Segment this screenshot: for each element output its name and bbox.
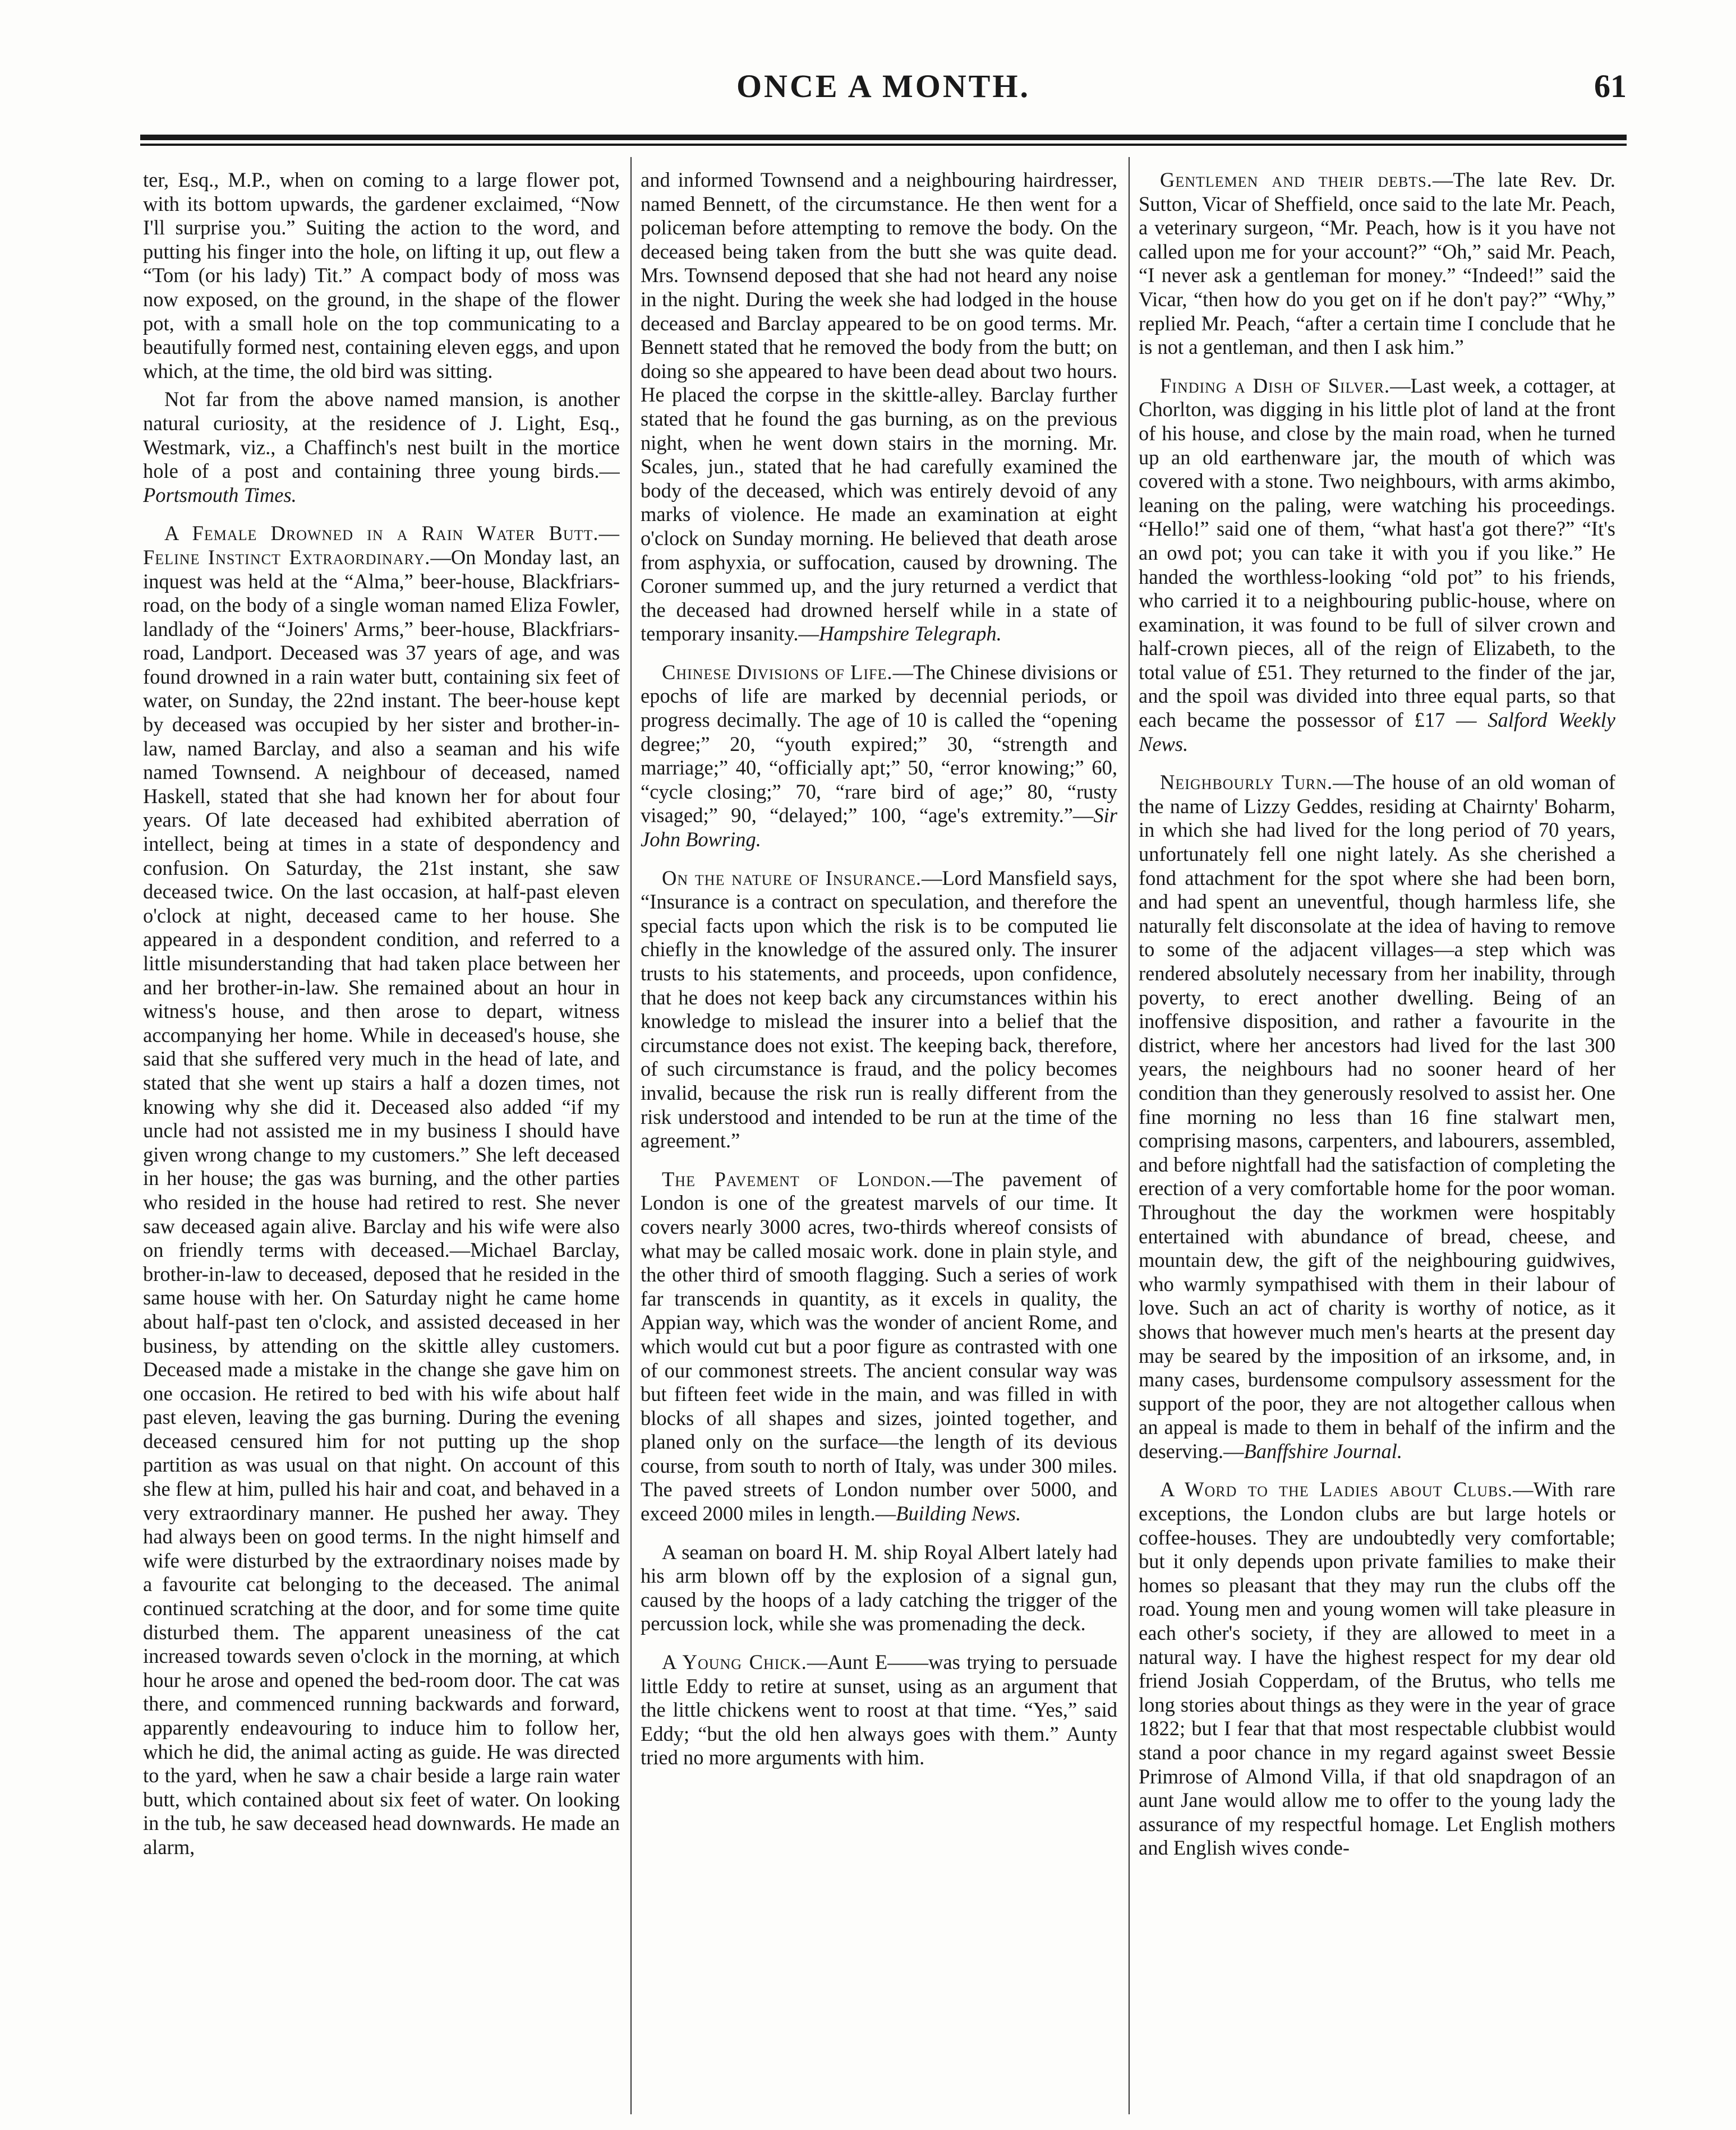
source-citation: Sir John Bowring. [641,804,1117,851]
header-rule-thin [140,144,1627,146]
source-citation: Salford Weekly News. [1139,708,1615,755]
article-paragraph: The Pavement of London.—The pavement of London is one of the greatest marvels of our time. It covers nearly 3000 acres, two-thirds whereof consists of what may be called mosaic work. done in plain style, and the other third of smooth flagging. Such a series of work far transcends in quantity, as it excels in quality, the Appian way, which was the wonder of ancient Rome, and which would cut but a poor figure as contrasted with one of our commonest streets. The ancient consular way was but fifteen feet wide in the main, and was filled in with blocks of all shapes and sizes, jointed together, and planed only on the surface—the length of its devious course, from south to north of Italy, was under 300 miles. The paved streets of London number over 5000, and exceed 2000 miles in length.—Building News. [641,1167,1117,1525]
article-paragraph: A Word to the Ladies about Clubs.—With rare exceptions, the London clubs are but large hotels or coffee-houses. They are undoubtedly very comfortable; but it only depends upon private families to make their homes so pleasant that they may run the clubs off the road. Young men and young women will take pleasure in each other's society, if they are allowed to meet in a natural way. I have the highest respect for my dear old friend Josiah Copperdam, of the Brutus, who tells me long stories about things as they were in the year of grace 1822; but I fear that that most respectable clubbist would stand a poor chance in my regard against sweet Bessie Primrose of Almond Villa, if that old snapdragon of an aunt Jane would allow me to offer to the young lady the assurance of my respectful homage. Let English mothers and English wives conde- [1139,1478,1615,1860]
article-heading: Chinese Divisions of Life. [662,660,893,684]
article-heading: A Word to the Ladies about Clubs. [1160,1478,1513,1501]
article-heading: Finding a Dish of Silver. [1160,374,1390,397]
source-citation: Hampshire Telegraph. [818,622,1002,646]
column-divider [1129,157,1130,2114]
article-heading: A Female Drowned in a Rain Water Butt.—Feline Instinct Extraordinary. [143,522,620,569]
article-paragraph: and informed Townsend and a neighbouring hairdresser, named Bennett, of the circumstance. He then went for a policeman before attempting to remove the body. On the deceased being taken from the butt she was quite dead. Mrs. Townsend deposed that she had not heard any noise in the night. During the week she had lodged in the house deceased and Barclay appeared to be on good terms. Mr. Bennett stated that he removed the body from the butt; on doing so she appeared to have been dead about two hours. He placed the corpse in the skittle-alley. Barclay further stated that he found the gas burning, as on the previous night, when he went down stairs in the morning. Mr. Scales, jun., stated that he had carefully examined the body of the deceased, which was entirely devoid of any marks of violence. He made an examination at eight o'clock on Sunday morning. He believed that death arose from asphyxia, or suffocation, caused by drowning. The Coroner summed up, and the jury returned a verdict that the deceased had drowned herself while in a state of temporary insanity.—Hampshire Telegraph. [641,168,1117,646]
running-title: ONCE A MONTH. [736,68,1031,104]
column-right [1139,168,1615,2114]
article-paragraph: Not far from the above named mansion, is another natural curiosity, at the residence of J. Light, Esq., Westmark, viz., a Chaffinch's nest built in the mortice hole of a post and containing three young birds.—Portsmouth Times. [143,388,620,506]
article-paragraph: Neighbourly Turn.—The house of an old woman of the name of Lizzy Geddes, residing at Chairnty' Boharm, in which she had lived for the long period of 70 years, unfortunately fell one night lately. As she cherished a fond attachment for the spot where she had been born, and had spent an uneventful, though harmless life, she naturally felt disconsolate at the idea of having to remove to some of the adjacent villages—a step which was rendered absolutely necessary from her inability, through poverty, to erect another dwelling. Being of an inoffensive disposition, and rather a favourite in the district, where her ancestors had lived for the last 300 years, the neighbours had no sooner heard of her condition than they generously resolved to assist her. One fine morning no less than 16 fine stalwart men, comprising masons, carpenters, and labourers, assembled, and before nightfall had the satisfaction of completing the erection of a very comfortable home for the poor woman. Throughout the day the workmen were hospitably entertained with abundance of bread, cheese, and mountain dew, the gift of the neighbouring guidwives, who warmly sympathised with them in their labour of love. Such an act of charity is worthy of notice, as it shows that however much men's hearts at the present day may be seared by the imposition of an irksome, and, in many cases, burdensome compulsory assessment for the support of the poor, they are not altogether callous when an appeal is made to them in behalf of the infirm and the deserving.—Banffshire Journal. [1139,771,1615,1463]
column-left [143,168,620,2114]
article-heading: A Young Chick. [662,1650,807,1674]
article-heading: Neighbourly Turn. [1160,771,1333,794]
article-heading: The Pavement of London. [662,1167,932,1191]
column-divider [630,157,632,2114]
page-number: 61 [1594,68,1627,104]
source-citation: Portsmouth Times. [143,483,297,506]
column-middle [641,168,1117,2114]
header-rule-thick [140,135,1627,140]
article-paragraph: A seaman on board H. M. ship Royal Albert lately had his arm blown off by the explosion of a signal gun, caused by the hoops of a lady catching the trigger of the percussion lock, while she was promenading the deck. [641,1540,1117,1635]
article-heading: On the nature of Insurance. [662,866,922,889]
source-citation: Building News. [896,1502,1021,1525]
article-paragraph: Gentlemen and their debts.—The late Rev. Dr. Sutton, Vicar of Sheffield, once said to the late Mr. Peach, a veterinary surgeon, “Mr. Peach, how is it you have not called upon me for your account?” “Oh,” said Mr. Peach, “I never ask a gentleman for money.” “Indeed!” said the Vicar, “then how do you get on if he don't pay?” “Why,” replied Mr. Peach, “after a certain time I conclude that he is not a gentleman, and then I ask him.” [1139,168,1615,359]
source-citation: Banffshire Journal. [1244,1439,1403,1463]
article-paragraph: Finding a Dish of Silver.—Last week, a cottager, at Chorlton, was digging in his little plot of land at the front of his house, and close by the main road, when he turned up an old earthenware jar, the mouth of which was covered with a stone. Two neighbours, with arms akimbo, leaning on the paling, were watching his proceedings. “Hello!” said one of them, “what hast'a got there?” “It's an owd pot; you can take it with you if you like.” He handed the worthless-looking “old pot” to his friends, who carried it to a neighbouring public-house, where on examination, it was found to be full of silver crown and half-crown pieces, all of the reign of Elizabeth, to the total value of £51. They returned to the finder of the jar, and the spoil was divided into three equal parts, so that each became the possessor of £17 — Salford Weekly News. [1139,374,1615,755]
article-paragraph: Chinese Divisions of Life.—The Chinese divisions or epochs of life are marked by decennial periods, or progress decimally. The age of 10 is called the “opening degree;” 20, “youth expired;” 30, “strength and marriage;” 40, “officially apt;” 50, “error knowing;” 60, “cycle closing;” 70, “rare bird of age;” 80, “rusty visaged;” 90, “delayed;” 100, “age's extremity.”—Sir John Bowring. [641,660,1117,851]
article-paragraph: ter, Esq., M.P., when on coming to a large flower pot, with its bottom upwards, the gardener exclaimed, “Now I'll surprise you.” Suiting the action to the word, and putting his finger into the hole, on lifting it up, out flew a “Tom (or his lady) Tit.” A compact body of moss was now exposed, on the ground, in the shape of the flower pot, with a small hole on the top communicating to a beautifully formed nest, containing eleven eggs, and upon which, at the time, the old bird was sitting. [143,168,620,382]
page-header [140,67,1627,118]
article-paragraph: A Young Chick.—Aunt E——was trying to persuade little Eddy to retire at sunset, using as an argument that the little chickens went to roost at that time. “Yes,” said Eddy; “but the old hen always goes with them.” Aunty tried no more arguments with him. [641,1650,1117,1769]
article-paragraph: On the nature of Insurance.—Lord Mansfield says, “Insurance is a contract on speculation, and therefore the special facts upon which the risk is to be computed lie chiefly in the knowledge of the assured only. The insurer trusts to his statements, and proceeds, upon confidence, that he does not keep back any circumstances within his knowledge to mislead the insurer into a belief that the circumstance does not exist. The keeping back, therefore, of such circumstance is fraud, and the policy becomes invalid, because the risk run is really different from the risk understood and intended to be run at the time of the agreement.” [641,866,1117,1152]
article-paragraph: A Female Drowned in a Rain Water Butt.—Feline Instinct Extraordinary.—On Monday last, an inquest was held at the “Alma,” beer-house, Blackfriars-road, on the body of a single woman named Eliza Fowler, landlady of the “Joiners' Arms,” beer-house, Blackfriars-road, Landport. Deceased was 37 years of age, and was found drowned in a rain water butt, containing six feet of water, on Sunday, the 22nd instant. The beer-house kept by deceased was occupied by her sister and brother-in-law, named Barclay, and also a seaman and his wife named Townsend. A neighbour of deceased, named Haskell, stated that she had known her for about four years. Of late deceased had exhibited aberration of intellect, being at times in a state of despondency and confusion. On Saturday, the 21st instant, she saw deceased twice. On the last occasion, at half-past eleven o'clock at night, deceased came to her house. She appeared in a despondent condition, and referred to a little misunderstanding that had taken place between her and her brother-in-law. She remained about an hour in witness's house, and then arose to depart, witness accompanying her home. While in deceased's house, she said that she suffered very much in the head of late, and stated that she went up stairs a half a dozen times, not knowing why she did it. Deceased also added “if my uncle had not assisted me in my business I should have given wrong change to my customers.” She left deceased in her house; the gas was burning, and the other parties who resided in the house had retired to rest. She never saw deceased again alive. Barclay and his wife were also on friendly terms with deceased.—Michael Barclay, brother-in-law to deceased, deposed that he resided in the same house with her. On Saturday night he came home about half-past ten o'clock, and assisted deceased in her business, by attending on the skittle alley customers. Deceased made a mistake in the change she gave him on one occasion. He retired to bed with his wife about half past eleven, leaving the gas burning. During the evening deceased censured him for not putting up the shop partition as was usual on that night. On account of this she flew at him, pulled his hair and coat, and behaved in a very extraordinary manner. He pushed her away. They had always been on good terms. In the night himself and wife were disturbed by the extraordinary noises made by a favourite cat belonging to the deceased. The animal continued scratching at the door, and for some time quite disturbed them. The apparent uneasiness of the cat increased towards seven o'clock in the morning, at which hour he arose and opened the bed-room door. The cat was there, and commenced running backwards and forward, apparently endeavouring to induce him to follow her, which he did, the animal acting as guide. He was directed to the yard, when he saw a chair beside a large rain water butt, which contained about six feet of water. On looking in the tub, he saw deceased head downwards. He made an alarm, [143,522,620,1859]
article-heading: Gentlemen and their debts. [1160,168,1433,191]
